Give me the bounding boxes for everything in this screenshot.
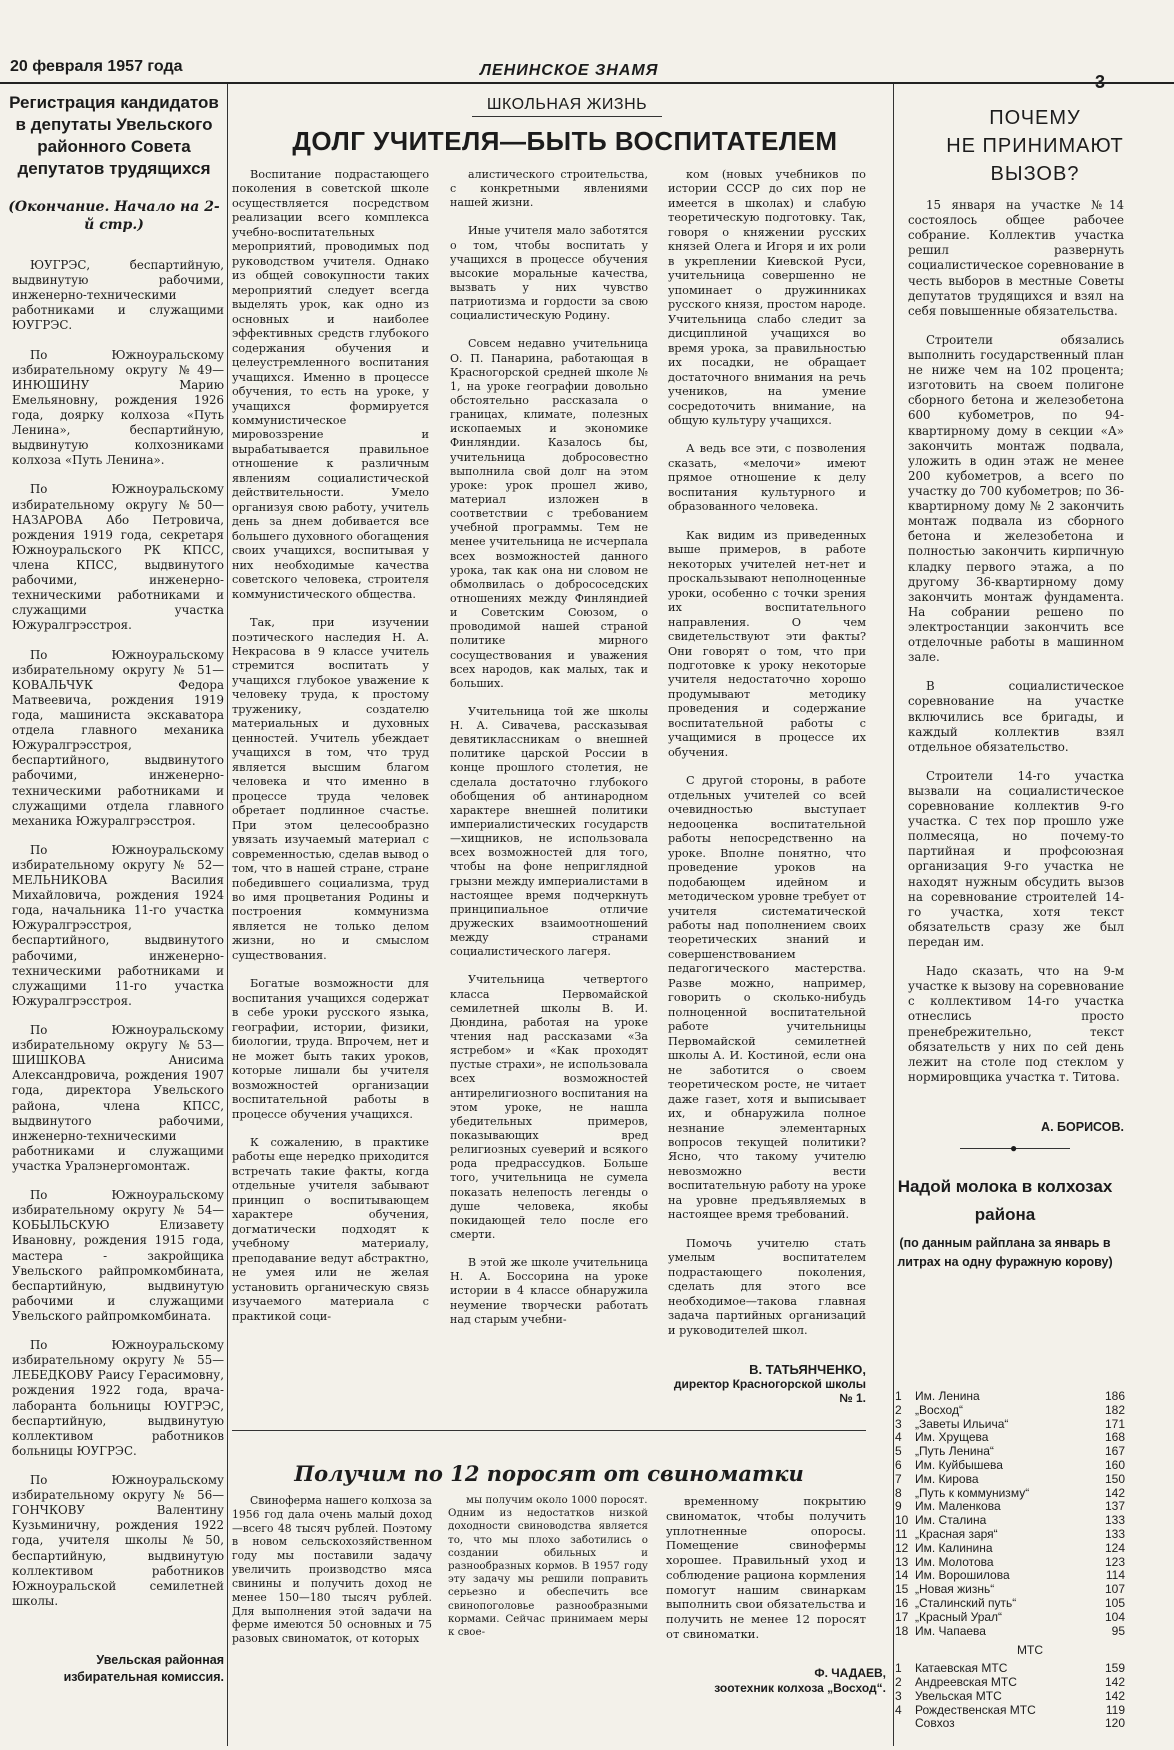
farm-name: Рождественская МТС [915,1702,1036,1717]
pig-paragraph: временному покрытию свиноматок, чтобы получить уплотненные опоросы. Помещение свинофермы хорошее. Правильный уход и соблюдение рациона кормления помогут нашим свинаркам выполнить свои обязательства и получить не менее 12 поросят от свиноматки. [666,1494,866,1642]
milk-table-row [895,1418,1125,1432]
article-column-3 [668,168,866,1352]
paragraph: По Южноуральскому избирательному округу № 56—ГОНЧКОВУ Валентину Кузьминичну, рождения 1922 года, учителя школы №50, беспартийную, выдвинутую коллективом работников Южноуральской семилетней школы. [12,1472,224,1608]
milk-yield: 159 [1104,1661,1125,1676]
paragraph: По Южноуральскому избирательному округу № 52—МЕЛЬНИКОВА Василия Михайловича, рождения 1924 года, начальника 11-го участка Южуралгрэсстроя, беспартийного, выдвинутого рабочими, инженерно-техническими работниками и служащими 11-го участка Южуралгрэсстроя. [12,842,224,1008]
milk-table-row [895,1487,1125,1501]
milk-yield: 133 [1104,1513,1125,1528]
paragraph: алистического строительства, с конкретными явлениями нашей жизни. [450,168,648,210]
row-number: 4 [895,1702,902,1717]
row-number: 3 [895,1416,902,1431]
paragraph: Воспитание подрастающего поколения в советской школе осуществляется посредством реализации всего комплекса учебно-воспитательных мероприятий, проводимых под руководством учителя. Однако из общей совокупности таких мероприятий следует всегда выделять урок, как одно из основных и наиболее эффективных средств глубокого содержания обучения и целеустремленного воспитания учащихся. Именно в процессе обучения, то есть на уроке, у учащихся формируется коммунистическое мировоззрение и вырабатывается правильное отношение к различным явлениям социалистической действительности. Умело организуя свою работу, учитель день за днем добивается все большего духовного обогащения своих учащихся, воспитывая у них необходимые качества советского человека, строителя коммунистического общества. [232,168,429,601]
milk-table-row [895,1473,1125,1487]
paragraph: Богатые возможности для воспитания учащихся содержат в себе уроки русского языка, географии, истории, физики, биологии, труда. Впрочем, нет и не может быть таких уроков, которые лишали бы учителя возможностей организации воспитательной работы в процессе обучения учащихся. [232,977,429,1121]
milk-yield: 105 [1104,1595,1125,1610]
divider-dot-icon: ● [1010,1141,1018,1155]
milk-table-row [895,1514,1125,1528]
paragraph: По Южноуральскому избирательному округу №49—ИНЮШИНУ Марию Емельяновну, рождения 1926 года, дояpку колхоза «Путь Ленина», беспартийную, выдвинутую колхозниками колхоза «Путь Ленина». [12,347,224,468]
milk-table-row [895,1542,1125,1556]
farm-name: „Красная заря“ [915,1526,998,1541]
paragraph: В этой же школе учительница Н. А. Боссорина на уроке истории в 4 классе обнаружила неумение творчески работать над старым учебни- [450,1256,648,1326]
row-number: 1 [895,1389,902,1403]
milk-yield: 120 [1104,1716,1125,1731]
milk-yield: 160 [1104,1457,1125,1472]
article-title: ДОЛГ УЧИТЕЛЯ—БЫТЬ ВОСПИТАТЕЛЕМ [292,126,838,156]
paragraph: Иные учителя мало заботятся о том, чтобы воспитать у учащихся в процессе обучения высокие моральные качества, вызвать у них чувство патриотизма и гордости за свою социалистическую Родину. [450,224,648,323]
row-number: 15 [895,1582,909,1597]
farm-name: Им. Ворошилова [915,1568,1010,1583]
why-heading [910,104,1160,188]
milk-yield: 123 [1104,1554,1125,1569]
paragraph: Как видим из приведенных выше примеров, в работе некоторых учителей нет-нет и проскальзывают неполноценные уроки, особенно с точки зрения их воспитательного направления. О чем свидетельствуют эти факты? Они говорят о том, что при подготовке к уроку некоторые учителя недостаточно хорошо продумывают методику проведения и содержание воспитательной работы с учащимися в процессе их обучения. [668,528,866,759]
paragraph: Учительница четвертого класса Первомайской семилетней школы В. И. Дюндина, работая на уроке чтения над рассказами «За ястребом» и «Как проходят пустые страхи», не использовала всех возможностей антирелигиозного воспитания на этом уроке, не нашла убедительных примеров, показывающих вред религиозных суеверий и всякого рода предрассудков. Больше того, учительница не сумела показать нелепость легенды о душе человека, якобы покидающей тело после его смерти. [450,973,648,1241]
row-number: 3 [895,1688,902,1703]
milk-table-row [895,1704,1125,1718]
paragraph: По Южноуральскому избирательному округу № 54—КОБЫЛЬСКУЮ Елизавету Ивановну, рождения 1915 года, мастера - закройщика Увельского райпромкомбината, беспартийную, выдвинутую рабочими и служащими Увельского райпромкомбината. [12,1188,224,1323]
paragraph: По Южноуральскому избирательному округу № 55—ЛЕБЕДКОВУ Раису Герасимовну, рождения 1922 года, врача-лаборанта больницы ЮУГРЭС, беспартийную, выдвинутую коллективом работников больницы ЮУГРЭС. [12,1338,224,1458]
milk-table-row [895,1717,1125,1731]
milk-yield: 104 [1104,1609,1125,1624]
row-number: 4 [895,1430,902,1445]
paragraph: По Южноуральскому избирательному округу №50—НАЗАРОВА Або Петровича, рождения 1919 года, секретаря Южноуральского РК КПСС, члена КПСС, выдвинутого рабочими, инженерно-техническими работниками и служащими участка Южуралгрэсстроя. [12,482,224,633]
row-number: 16 [895,1595,909,1610]
milk-table [895,1390,1125,1731]
paragraph: Надо сказать, что на 9-м участке к вызову на соревнование с коллективом 14-го участка отнеслись просто пренебрежительно, текст обязательств у них по сей день лежит на столе под стеклом у нормировщика участка т. Титова. [908,964,1124,1084]
milk-yield: 171 [1104,1416,1125,1431]
pig-author-role: зоотехник колхоза „Восход“. [714,1681,886,1695]
milk-yield: 137 [1104,1499,1125,1514]
article-column-2 [450,168,648,1341]
milk-yield: 142 [1104,1674,1125,1689]
pig-paragraph: мы получим около 1000 поросят. Одним из недостатков низкой доходности свиноводства является то, что мы плохо заботились о создании обильных и разнообразных кормов. В 1957 году эту задачу мы решили поправить серьезно и обеспечить все свинопоголовье разнообразными кормами. Сейчас принимаем меры к свое- [448,1494,648,1638]
registration-body [12,258,224,1623]
milk-yield: 114 [1105,1568,1125,1583]
farm-name: „Восход“ [915,1402,963,1417]
row-number: 1 [895,1661,902,1676]
paper-name: ЛЕНИНСКОЕ ЗНАМЯ [480,62,659,79]
paragraph: Так, при изучении поэтического наследия Н. А. Некрасова в 9 классе учитель стремится воспитать у учащихся глубокое уважение к человеку труда, к простому труженику, создателю материальных и духовных ценностей. Учитель убеждает учащихся в том, что труд является высшим благом человека и что именно в процессе труда человек обретает подлинное счастье. При этом целесообразно увязать изучаемый материал с современностью, сделав вывод о том, что в нашей стране, стране победившего социализма, труд во имя процветания Родины и построения коммунизма является не только делом жизни, но и смыслом существования. [232,616,429,962]
row-number: 9 [895,1499,902,1514]
paragraph: Строители 14-го участка вызвали на социалистическое соревнование коллектив 9-го участка. С тех пор прошло уже полмесяца, но почему-то партийная и профсоюзная организация 9-го участка не находят нужным обсудить вызов на соревнование строителей 14-го участка, хотя текст обязательств сразу же был передан им. [908,768,1124,950]
milk-table-row [895,1690,1125,1704]
row-number: 14 [895,1568,909,1583]
column-rule-right [893,84,894,1746]
milk-table-title: Надой молока в колхозах района [897,1177,1113,1224]
milk-table-row [895,1625,1125,1639]
milk-table-row [895,1431,1125,1445]
article-divider [232,1430,866,1431]
milk-table-row [895,1445,1125,1459]
farm-name: Им. Молотова [915,1554,994,1569]
paragraph: 15 января на участке №14 состоялось общее рабочее собрание. Коллектив участка решил развернуть социалистическое соревнование в честь выборов в местные Советы депутатов трудящихся и взял на себя повышенные обязательства. [908,198,1124,318]
farm-name: Им. Калинина [915,1540,993,1555]
row-number: 12 [895,1540,909,1555]
row-number: 18 [895,1623,909,1638]
paragraph: Помочь учителю стать умелым воспитателем подрастающего поколения, сделать для этого все необходимое—такова главная задача партийных организаций и руководителей школ. [668,1236,866,1337]
masthead [0,6,1174,92]
farm-name: „Новая жизнь“ [915,1582,995,1597]
milk-yield: 119 [1105,1702,1125,1717]
paragraph: А ведь все эти, с позволения сказать, «мелочи» имеют прямое отношение к делу воспитания культурного и образованного человека. [668,442,866,514]
farm-name: Им. Сталина [915,1513,987,1528]
why-heading-line: НЕ ПРИНИМАЮТ [946,135,1124,157]
farm-name: „Путь к коммунизму“ [915,1485,1030,1500]
page-number: 3 [1095,72,1106,92]
paragraph: Совсем недавно учительница О. П. Панарина, работающая в Красногорской средней школе № 1, на уроке географии довольно обстоятельно рассказала о границах, климате, полезных ископаемых и экономике Финляндии. Казалось бы, учительница добросовестно выполнила свой долг на этом уроке: урок прошел живо, материал изложен в соответствии с требованием учебной программы. Тем не менее учительница не исчерпала всех возможностей данного урока, так как она ни словом не обмолвилась о добрососедских отношениях между Финляндией и Советским Союзом, о проводимой нашей страной политике мирного сосуществования и уважения всех народов, как малых, так и больших. [450,337,648,690]
milk-yield: 168 [1104,1430,1125,1445]
mts-heading: МТС [1017,1643,1043,1658]
milk-table-row [895,1676,1125,1690]
paragraph: К сожалению, в практике работы еще нередко приходится встречать такие факты, когда отдельные учителя забывают принцип о воспитывающем характере обучения, догматически подходят к учебному материалу, преподавание ведут абстрактно, не умея или не желая установить органическую связь изучаемого материала с практикой соци- [232,1136,429,1323]
milk-yield: 95 [1111,1623,1125,1638]
farm-name: Андреевская МТС [915,1674,1017,1689]
row-number: 2 [895,1402,902,1417]
milk-yield: 142 [1104,1485,1125,1500]
milk-table-row [895,1459,1125,1473]
pig-column-2 [448,1494,648,1653]
farm-name: „Сталинский путь“ [915,1595,1017,1610]
milk-yield: 133 [1104,1526,1125,1541]
row-number: 7 [895,1471,902,1486]
article-column-1 [232,168,429,1338]
article-author-role: директор Красногорской школы № 1. [673,1377,866,1405]
why-heading-line: ВЫЗОВ? [990,163,1080,185]
pig-author: Ф. ЧАДАЕВ, [814,1666,886,1680]
masthead-rule [0,82,1174,84]
milk-table-row [895,1611,1125,1625]
milk-yield: 124 [1104,1540,1125,1555]
milk-table-row [895,1569,1125,1583]
article-signature [668,1363,866,1405]
column-rule-left [227,84,228,1746]
farm-name: Совхоз [915,1716,955,1731]
farm-name: „Заветы Ильича“ [915,1416,1009,1431]
farm-name: Им. Чапаева [915,1623,986,1638]
issue-date: 20 февраля 1957 года [10,58,183,75]
row-number: 8 [895,1485,902,1500]
row-number: 13 [895,1554,909,1569]
milk-table-row [895,1597,1125,1611]
paragraph: По Южноуральскому избирательному округу №53—ШИШКОВА Анисима Александровича, рождения 1907 года, директора Увельского района, члена КПСС, выдвинутого рабочими, инженерно-техническими работниками и служащими участка Уралэнергомонтаж. [12,1023,224,1174]
milk-table-row [895,1390,1125,1404]
milk-yield: 186 [1104,1389,1125,1403]
farm-name: Им. Хрущева [915,1430,989,1445]
row-number: 10 [895,1513,909,1528]
why-signature: А. БОРИСОВ. [1041,1120,1124,1134]
farm-name: „Путь Ленина“ [915,1444,994,1459]
farm-name: Им. Маленкова [915,1499,1001,1514]
row-number: 11 [895,1526,908,1541]
pig-article-title: Получим по 12 поросят от свиноматки [294,1461,804,1486]
article-author: В. ТАТЬЯНЧЕНКО, [749,1362,866,1377]
paragraph: В социалистическое соревнование на участке включились все бригады, и каждый коллектив взял отдельное обязательство. [908,679,1124,754]
registration-signature: Увельская районная избирательная комиссия. [63,1653,224,1684]
paragraph: С другой стороны, в работе отдельных учителей со всей очевидностью выступает недооценка воспитательной работы непосредственно на уроке. Вполне понятно, что проведение уроков на подобающем идейном и методическом уровне требует от учителя систематической работы над пополнением своих теоретических знаний и совершенствованием педагогического мастерства. Разве можно, например, говорить о сколько-нибудь полноценной воспитательной работе учительницы Первомайской семилетней школы А. И. Костиной, если она не заботится о своем теоретическом росте, не читает даже газет, хотя и выписывает их, и обнаружила полное незнание элементарных вопросов текущей политики? Ясно, что такому учителю невозможно вести воспитательную работу на уроке на уровне предъявляемых в настоящее время требований. [668,774,866,1222]
milk-table-row [895,1556,1125,1570]
pig-article-signature [666,1666,886,1696]
pig-paragraph: Свиноферма нашего колхоза за 1956 год дала очень малый доход—всего 48 тысяч рублей. Поэтому в новом сельскохозяйственном году мы поставили задачу увеличить производство мяса свинины и получить доход не менее 150—180 тысяч рублей. Для выполнения этой задачи на ферме имеются 50 основных и 75 разовых свиноматок, от которых [232,1494,432,1646]
registration-heading: Регистрация кандидатов в депутаты Увельского районного Совета депутатов трудящихся [9,93,219,178]
farm-name: Катаевская МТС [915,1661,1008,1676]
pig-column-3 [666,1494,866,1656]
row-number: 5 [895,1444,902,1459]
row-number: 6 [895,1457,902,1472]
paragraph: Учительница той же школы Н. А. Сивачева, рассказывая девятиклассникам о внешней политике царской России в конце прошлого столетия, не сделала достаточно глубокого обобщения об антинародном характере внешней политики империалистических государств—хищников, не использовала всех возможностей для того, чтобы на фоне неприглядной грызни между империалистами в настоящее время подчеркнуть принципиальное отличие дружеских взаимоотношений между странами социалистического лагеря. [450,704,648,959]
row-number [895,1717,915,1731]
farm-name: Им. Ленина [915,1389,980,1403]
milk-yield: 167 [1104,1444,1125,1459]
row-number: 2 [895,1674,902,1689]
milk-table-row [895,1500,1125,1514]
farm-name: Увельская МТС [915,1688,1002,1703]
paragraph: ЮУГРЭС, беспартийную, выдвинутую рабочими, инженерно-техническими работниками и служащими ЮУГРЭС. [12,258,224,333]
why-body [908,198,1124,1099]
milk-table-row [895,1404,1125,1418]
why-heading-line: ПОЧЕМУ [989,107,1081,129]
milk-yield: 107 [1104,1582,1125,1597]
paragraph: Строители обязались выполнить государственный план не ниже чем на 102 процента; изготовить на своем полигоне сборного бетона и железобетона 600 кубометров, по 94-квартирному дому в секции «А» закончить монтаж подвала, уложить в один этаж не менее 200 кубометров, а всего по участку до 700 кубометров; по 36-квартирному дому № 2 закончить монтаж подвала из сборного бетона и железобетона и полностью закончить кирпичную кладку первого этажа, а по другому 36-квартирному дому закончить монтаж фундамента. На собрании решено по электростанции закончить все отделочные работы в машинном зале. [908,332,1124,665]
registration-subheading: (Окончание. Начало на 2-й стр.) [8,199,220,233]
milk-yield: 142 [1104,1688,1125,1703]
farm-name: „Красный Урал“ [915,1609,1003,1624]
section-rubric: ШКОЛЬНАЯ ЖИЗНЬ [472,96,662,117]
pig-column-1 [232,1494,432,1660]
milk-yield: 150 [1104,1471,1125,1486]
milk-table-row [895,1528,1125,1542]
paragraph: ком (новых учебников по истории СССР до сих пор не имеется в школах) и слабую теоретическую подготовку. Так, говоря о княжении русских князей Олега и Игоря и их роли в укреплении Киевской Руси, учительница совершенно не упоминает о дружинниках русского князя, простом народе. Учительница слабо следит за дисциплиной учащихся во время урока, за правильностью их посадки, не обращает достаточного внимания на речь учеников, на умение сосредоточить внимание, на общую культуру учащихся. [668,168,866,427]
farm-name: Им. Кирова [915,1471,979,1486]
milk-table-subtitle: (по данным райплана за январь в литрах на одну фуражную корову) [897,1236,1113,1269]
farm-name: Им. Куйбышева [915,1457,1003,1472]
milk-table-row [895,1662,1125,1676]
row-number: 17 [895,1609,909,1624]
paragraph: По Южноуральскому избирательному округу № 51—КОВАЛЬЧУК Федора Матвеевича, рождения 1919 года, машиниста экскаватора отдела главного механика Южуралгрэсстроя, беспартийного, выдвинутого рабочими, инженерно-техническими работниками и служащими отдела главного механика Южуралгрэсстроя. [12,647,224,828]
milk-yield: 182 [1104,1402,1125,1417]
milk-table-row [895,1583,1125,1597]
